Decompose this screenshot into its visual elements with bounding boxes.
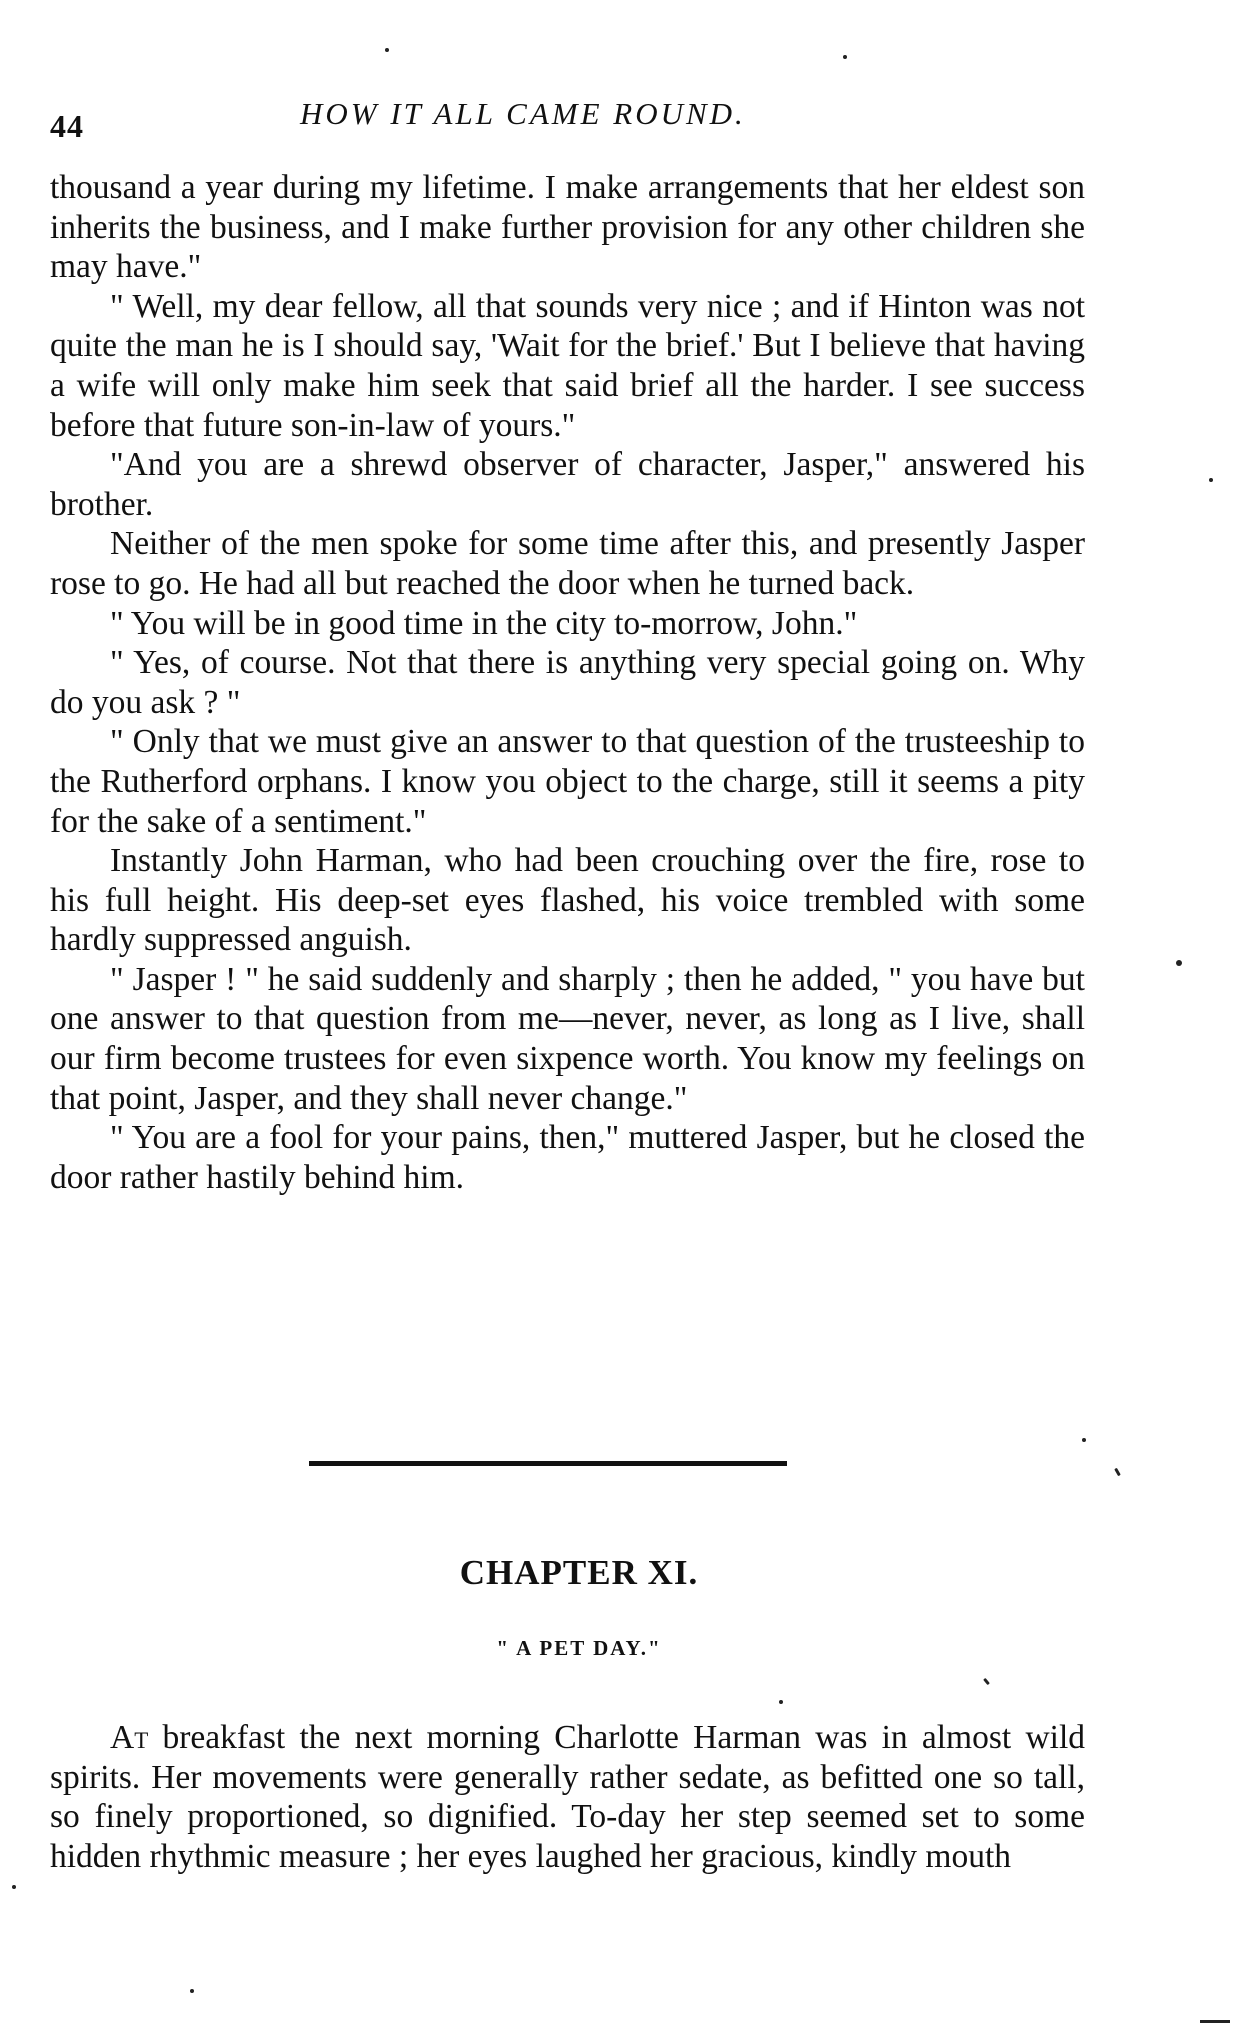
chapter-text — [50, 1718, 1085, 1876]
scan-speck — [1176, 960, 1182, 966]
scan-speck — [190, 1989, 194, 1993]
chapter-opening-word: At — [110, 1719, 149, 1756]
section-divider — [309, 1461, 787, 1466]
paragraph: " Only that we must give an answer to that question of the trusteeship to the Rutherford orphans. I know you object to the charge, still it seems a pity for the sake of a sentiment." — [50, 723, 1085, 840]
chapter-paragraph — [50, 1718, 1085, 1876]
chapter-opening-text: breakfast the next morning Charlotte Harman was in almost wild spirits. Her movements were generally rather sedate, as befitted one so tall, so finely proportioned, so dignified. To-day her step seemed set to some hidden rhythmic measure ; her eyes laughed her gracious, kindly mouth — [50, 1719, 1085, 1875]
scan-speck — [1114, 1468, 1121, 1476]
scan-speck — [1082, 1438, 1086, 1442]
paragraph: Neither of the men spoke for some time after this, and presently Jasper rose to go. He had all but reached the door when he turned back. — [50, 525, 1085, 602]
paragraph: thousand a year during my lifetime. I make arrangements that her eldest son inherits the business, and I make further provision for any other children she may have." — [50, 169, 1085, 286]
scan-speck — [779, 1700, 783, 1704]
page-number: 44 — [50, 108, 84, 144]
paragraph: " Jasper ! " he said suddenly and sharply ; then he added, " you have but one answer to that question from me—never, never, as long as I live, shall our firm become trustees for even sixpence worth. You know my feelings on that point, Jasper, and they shall never change." — [50, 960, 1085, 1117]
paragraph: " Well, my dear fellow, all that sounds very nice ; and if Hinton was not quite the man he is I should say, 'Wait for the brief.' But I believe that having a wife will only make him seek that said brief all the harder. I see success before that future son-in-law of yours." — [50, 287, 1085, 444]
paragraph: " Yes, of course. Not that there is anything very special going on. Why do you ask ? " — [50, 644, 1085, 721]
scan-speck — [1200, 2020, 1230, 2023]
scan-speck — [1209, 478, 1213, 482]
paragraph: Instantly John Harman, who had been crouching over the fire, rose to his full height. His deep-set eyes flashed, his voice trembled with some hardly suppressed anguish. — [50, 842, 1085, 959]
paragraph: "And you are a shrewd observer of character, Jasper," answered his brother. — [50, 446, 1085, 523]
paragraph: " You are a fool for your pains, then," muttered Jasper, but he closed the door rather hastily behind him. — [50, 1119, 1085, 1196]
scan-speck — [385, 48, 389, 52]
running-head: HOW IT ALL CAME ROUND. — [300, 96, 746, 131]
scan-speck — [983, 1678, 990, 1685]
chapter-title: CHAPTER XI. — [459, 1553, 699, 1592]
body-text — [50, 168, 1085, 1197]
scan-speck — [12, 1885, 16, 1889]
paragraph: " You will be in good time in the city to-morrow, John." — [110, 604, 858, 642]
page-header — [50, 96, 1090, 144]
scan-speck — [843, 55, 847, 59]
chapter-subtitle: " A PET DAY." — [496, 1636, 662, 1660]
